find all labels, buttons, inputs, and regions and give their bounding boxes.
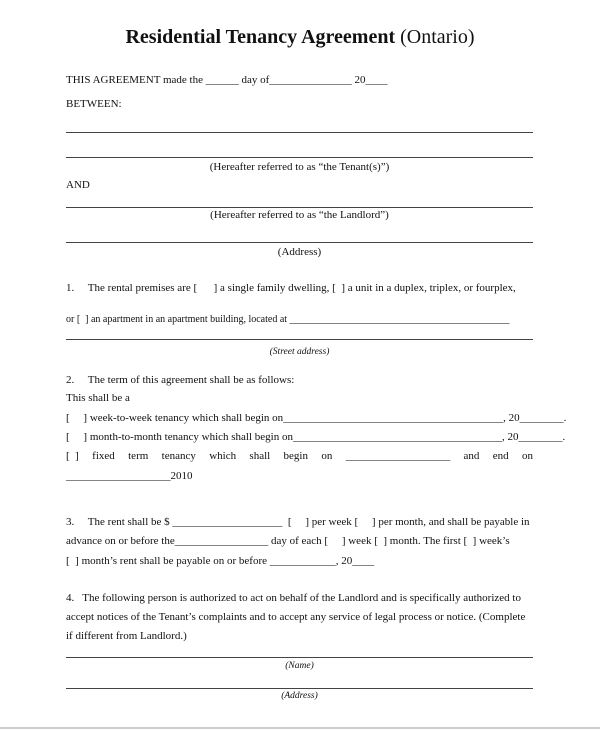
tenant-line-2[interactable] (66, 157, 533, 158)
street-address-caption: (Street address) (269, 347, 330, 357)
address-caption: (Address) (277, 246, 322, 258)
word: which (209, 450, 237, 462)
section2-line2: This shall be a (66, 392, 130, 404)
section3-line3: [ ] month’s rent shall be payable on or before ____________, 20____ (66, 555, 375, 567)
word: on (522, 450, 533, 462)
landlord-caption: (Hereafter referred to as “the Landlord”) (210, 209, 389, 221)
section4-line1: 4. The following person is authorized to act on behalf of the Landlord and is specifically authorized to (66, 592, 521, 604)
intro-line: THIS AGREEMENT made the ______ day of_______________ 20____ (66, 74, 388, 86)
and-label: AND (66, 179, 90, 191)
section4-line3: if different from Landlord.) (66, 630, 187, 642)
fixed-term-end: ___________________2010 (66, 470, 193, 482)
title-region: (Ontario) (395, 26, 475, 48)
word: fixed (92, 450, 115, 462)
word: begin (283, 450, 308, 462)
tenant-line-1[interactable] (66, 132, 533, 133)
address-line[interactable] (66, 242, 533, 243)
section2-line1: 2. The term of this agreement shall be as follows: (66, 374, 295, 386)
word: shall (249, 450, 271, 462)
word: end (492, 450, 509, 462)
section4-line2: accept notices of the Tenant’s complaints and to accept any service of legal process or notice. (Complete (66, 611, 526, 623)
between-label: BETWEEN: (66, 98, 122, 110)
title-main: Residential Tenancy Agreement (125, 26, 396, 48)
fixed-term-option (66, 449, 533, 463)
section1-line1: 1. The rental premises are [ ] a single family dwelling, [ ] a unit in a duplex, triplex, or fourplex, (66, 282, 516, 294)
section3-line1: 3. The rent shall be $ ____________________ [ ] per week [ ] per month, and shall be payable in (66, 516, 530, 528)
word: ___________________ (345, 450, 451, 462)
section1-line2: or [ ] an apartment in an apartment building, located at ____________________________________________ (66, 314, 510, 325)
agent-name-caption: (Name) (285, 661, 314, 671)
tenant-caption: (Hereafter referred to as “the Tenant(s)”) (209, 161, 390, 173)
section3-line2: advance on or before the_________________ day of each [ ] week [ ] month. The first [ ] week’s (66, 535, 510, 547)
word: tenancy (161, 450, 196, 462)
month-to-month-option: [ ] month-to-month tenancy which shall begin on______________________________________, 20________. (66, 431, 566, 443)
page-title (0, 24, 600, 50)
street-address-line[interactable] (66, 339, 533, 340)
word: term (128, 450, 149, 462)
page-bottom-border (0, 727, 600, 729)
word: and (463, 450, 480, 462)
agent-address-caption: (Address) (281, 691, 318, 701)
week-to-week-option: [ ] week-to-week tenancy which shall begin on________________________________________, 20________. (66, 412, 567, 424)
agent-name-line[interactable] (66, 657, 533, 658)
word: [ ] (66, 450, 79, 462)
word: on (321, 450, 333, 462)
